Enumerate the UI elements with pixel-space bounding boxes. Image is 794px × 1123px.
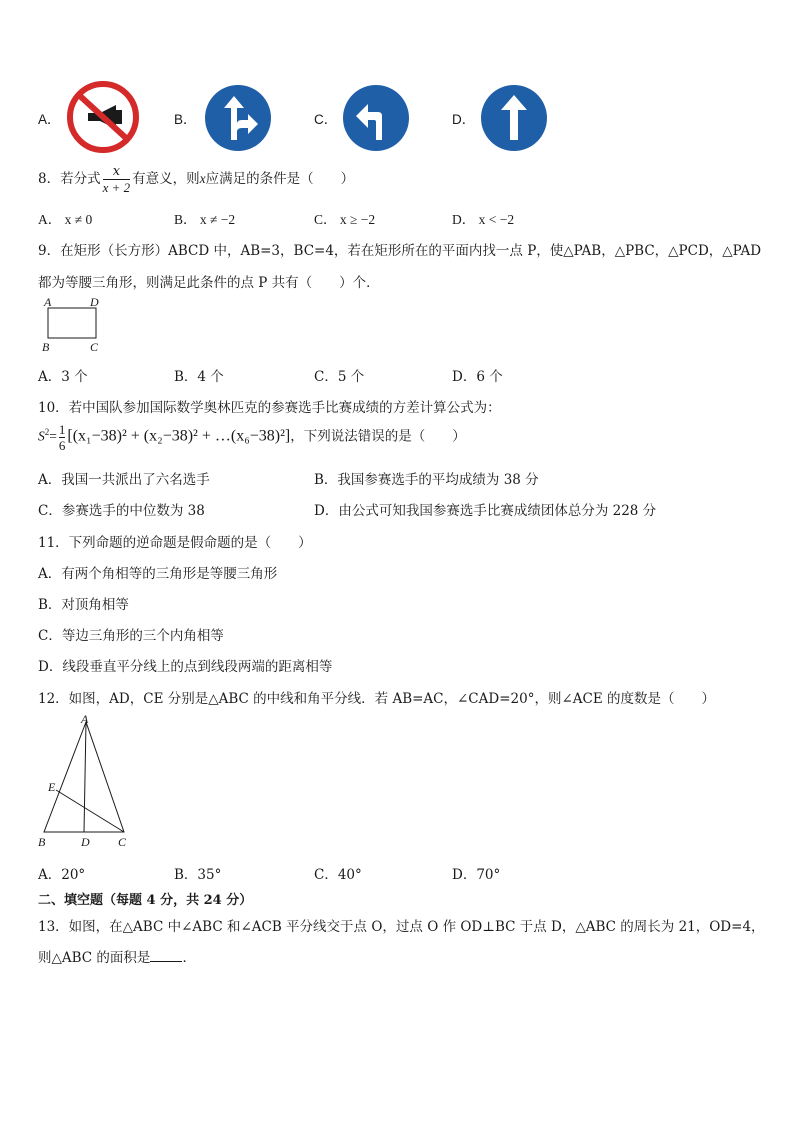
q7-option-b-label: B． xyxy=(174,112,197,127)
q9-option-c: C．5 个 xyxy=(314,369,365,385)
no-horn-sign-icon xyxy=(66,80,140,154)
q12-label-b: B xyxy=(38,835,46,849)
q10-formula-body: [(x₁−38)² + (x₂−38)² + …(x₆−38)²] xyxy=(67,427,291,445)
q10-formula-eq: = xyxy=(49,428,57,444)
q10-option-b: B．我国参赛选手的平均成绩为 38 分 xyxy=(314,472,539,488)
q11-option-a: A．有两个角相等的三角形是等腰三角形 xyxy=(38,566,278,582)
q9-label-b: B xyxy=(42,340,50,354)
q12-option-a: A．20° xyxy=(38,867,86,883)
q8-option-d: D． x < −2 xyxy=(452,212,515,227)
q8-fraction xyxy=(103,164,131,195)
q7-option-d-label: D． xyxy=(452,112,476,127)
q10-option-c: C．参赛选手的中位数为 38 xyxy=(38,503,205,519)
q10-formula-fraction xyxy=(59,422,66,453)
q8-suffix-2: 应满足的条件是（ ） xyxy=(205,171,355,187)
q12-option-c: C．40° xyxy=(314,867,362,883)
q10-formula-sup: 2 xyxy=(44,427,50,438)
left-turn-sign-icon xyxy=(342,84,410,152)
q9-option-b: B．4 个 xyxy=(174,369,224,385)
q10-line1: 10．若中国队参加国际数学奥林匹克的参赛选手比赛成绩的方差计算公式为： xyxy=(38,400,501,416)
q10-formula xyxy=(38,422,466,453)
q8-frac-denominator: x + 2 xyxy=(102,180,131,195)
q8-var: x xyxy=(199,171,206,186)
q8-prefix: 8．若分式 xyxy=(38,171,101,187)
q12-label-e: E xyxy=(48,780,56,794)
q11-stem: 11．下列命题的逆命题是假命题的是（ ） xyxy=(38,535,312,551)
q13-line2-suffix: ． xyxy=(182,950,196,966)
q10-option-d: D．由公式可知我国参赛选手比赛成绩团体总分为 228 分 xyxy=(314,503,657,519)
straight-ahead-sign-icon xyxy=(480,84,548,152)
q10-frac-numerator: 1 xyxy=(58,422,66,437)
q8-frac-numerator: x xyxy=(112,164,121,179)
q11-option-b: B．对顶角相等 xyxy=(38,597,129,613)
q8-stem xyxy=(38,164,354,195)
q12-label-c: C xyxy=(118,835,127,849)
triangle-abc-diagram xyxy=(38,716,138,840)
straight-or-right-turn-sign-icon xyxy=(204,84,272,152)
q12-option-b: B．35° xyxy=(174,867,222,883)
q8-option-a: A． x ≠ 0 xyxy=(38,212,93,227)
q9-label-a: A xyxy=(44,295,52,309)
q13-answer-blank[interactable] xyxy=(150,951,182,962)
q8-option-b: B． x ≠ −2 xyxy=(174,212,236,227)
q9-option-d: D．6 个 xyxy=(452,369,503,385)
q10-formula-tail: ，下列说法错误的是（ ） xyxy=(290,428,466,445)
q13-line1: 13．如图，在△ABC 中∠ABC 和∠ACB 平分线交于点 O，过点 O 作 OD⊥BC 于点 D，△ABC 的周长为 21，OD=4， xyxy=(38,919,765,935)
q9-line2: 都为等腰三角形，则满足此条件的点 P 共有（ ）个． xyxy=(38,275,380,291)
q12-option-d: D．70° xyxy=(452,867,501,883)
q11-option-c: C．等边三角形的三个内角相等 xyxy=(38,628,224,644)
q12-stem: 12．如图，AD，CE 分别是△ABC 的中线和角平分线．若 AB=AC，∠CAD=20°，则∠ACE 的度数是（ ） xyxy=(38,691,715,707)
q7-option-c-label: C． xyxy=(314,112,338,127)
section-2-heading: 二、填空题（每题 4 分，共 24 分） xyxy=(38,893,253,908)
q10-option-a: A．我国一共派出了六名选手 xyxy=(38,472,210,488)
q9-line1: 9．在矩形（长方形）ABCD 中，AB=3，BC=4，若在矩形所在的平面内找一点 P，使△PAB，△PBC，△PCD，△PAD xyxy=(38,243,762,259)
q9-option-a: A．3 个 xyxy=(38,369,88,385)
q13-line2 xyxy=(38,946,196,966)
q8-option-c: C． x ≥ −2 xyxy=(314,212,376,227)
q8-suffix-1: 有意义，则 xyxy=(132,171,200,187)
q7-option-a-label: A． xyxy=(38,112,61,127)
q10-formula-lhs: S xyxy=(38,428,45,444)
q12-label-d: D xyxy=(81,835,90,849)
q13-line2-prefix: 则△ABC 的面积是 xyxy=(38,950,151,966)
q9-label-d: D xyxy=(90,295,99,309)
q12-label-a: A xyxy=(81,712,89,726)
q9-label-c: C xyxy=(90,340,99,354)
q10-frac-denominator: 6 xyxy=(58,438,66,453)
q11-option-d: D．线段垂直平分线上的点到线段两端的距离相等 xyxy=(38,659,333,675)
